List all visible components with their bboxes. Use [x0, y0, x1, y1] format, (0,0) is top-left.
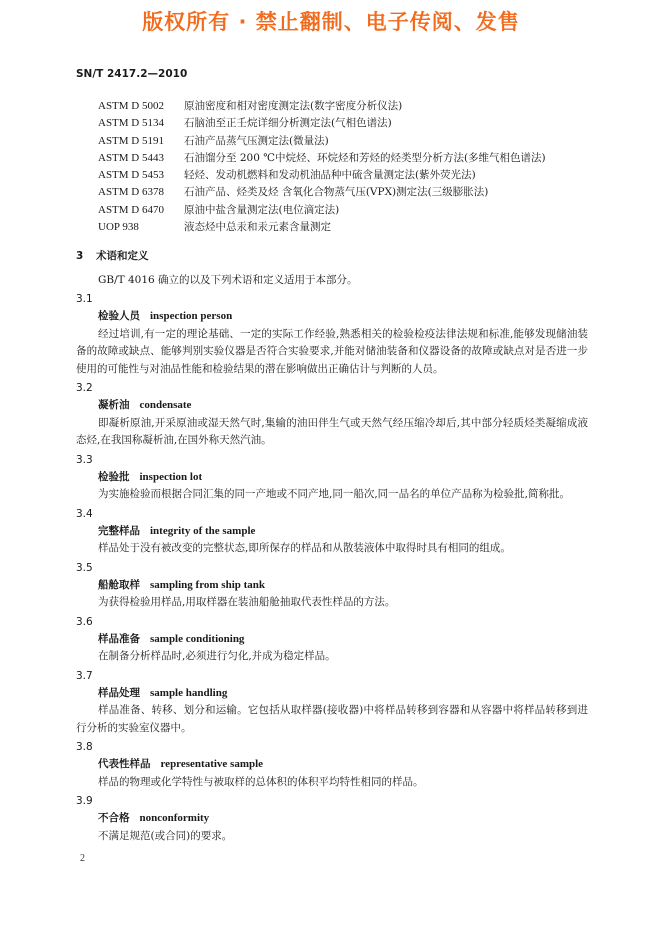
reference-code: ASTM D 5443: [98, 151, 165, 164]
term-definition: 样品的物理或化学特性与被取样的总体积的体积平均特性相同的样品。: [98, 775, 424, 788]
term-number: 3.9: [76, 795, 93, 807]
term-title: [76, 308, 588, 326]
term-entry: [76, 379, 588, 450]
term-entry: [76, 667, 588, 738]
term-title: [76, 577, 588, 595]
normative-references-list: [98, 98, 598, 236]
term-title: [76, 631, 588, 649]
term-definition: 不满足规范(或合同)的要求。: [98, 829, 233, 842]
section-title: 术语和定义: [96, 250, 149, 262]
term-title: [76, 469, 588, 487]
reference-title: 石脑油至正壬烷详细分析测定法(气相色谱法): [184, 117, 392, 130]
term-english: integrity of the sample: [150, 524, 256, 537]
page-number: 2: [80, 853, 85, 864]
reference-item: [98, 115, 598, 132]
term-entry: [76, 738, 588, 791]
reference-item: [98, 219, 598, 236]
term-entry: [76, 505, 588, 558]
term-entry: [76, 451, 588, 504]
section-intro: GB/T 4016 确立的以及下列术语和定义适用于本部分。: [98, 274, 358, 286]
section-number: 3: [76, 250, 84, 262]
reference-title: 石油馏分至 200 ℃中烷烃、环烷烃和芳烃的烃类型分析方法(多维气相色谱法): [184, 151, 546, 164]
term-number: 3.5: [76, 561, 93, 574]
term-english: sample handling: [150, 686, 228, 699]
term-title: [76, 523, 588, 541]
reference-title: 液态烃中总汞和汞元素含量测定: [184, 221, 331, 234]
term-english: inspection person: [150, 310, 233, 322]
term-number: 3.8: [76, 741, 93, 753]
copyright-watermark: 版权所有 · 禁止翻制、电子传阅、发售: [142, 10, 520, 34]
term-english: condensate: [139, 399, 192, 411]
term-definition: 经过培训,有一定的理论基础、一定的实际工作经验,熟悉相关的检验检疫法律法规和标准,能够发现储油装备的故障或缺点、能够判别实验仪器是否符合实验要求,并能对储油装备和仪器设备的故障或缺点对是否进一步使用的可能性与对油品性能和检验结果的潜在影响做出正确估计与判断的人员。: [76, 327, 588, 375]
term-definition: 样品处于没有被改变的完整状态,即所保存的样品和从散装液体中取得时具有相同的组成。: [98, 542, 511, 554]
term-entry: [76, 559, 588, 612]
term-number: 3.7: [76, 669, 93, 682]
term-chinese: 样品处理: [98, 686, 140, 699]
terms-list: [76, 290, 588, 846]
term-title: [76, 685, 588, 703]
term-chinese: 样品准备: [98, 632, 140, 645]
term-english: representative sample: [160, 758, 264, 770]
term-chinese: 船舱取样: [98, 578, 140, 591]
term-chinese: 完整样品: [98, 524, 140, 537]
document-number: SN/T 2417.2—2010: [76, 68, 188, 80]
term-entry: [76, 613, 588, 666]
reference-item: [98, 150, 598, 167]
term-number: 3.6: [76, 615, 93, 628]
term-title: [76, 397, 588, 415]
term-chinese: 不合格: [98, 812, 130, 824]
reference-code: ASTM D 5134: [98, 117, 165, 130]
term-definition: 即凝析原油,开采原油或湿天然气时,集输的油田伴生气或天然气经压缩冷却后,其中部分轻质烃类凝缩成液态烃,在我国称凝析油,在国外称天然汽油。: [76, 416, 588, 446]
reference-code: ASTM D 6378: [98, 186, 165, 199]
reference-title: 石油产品、烃类及烃 含氧化合物蒸气压(VPX)测定法(三级膨胀法): [184, 186, 489, 199]
term-chinese: 检验批: [98, 470, 130, 483]
reference-item: [98, 98, 598, 115]
reference-title: 石油产品蒸气压测定法(微量法): [184, 134, 329, 147]
term-definition: 样品准备、转移、划分和运输。它包括从取样器(接收器)中将样品转移到容器和从容器中将样品转移到进行分析的实验室仪器中。: [76, 704, 588, 734]
reference-item: [98, 202, 598, 219]
term-definition: 为获得检验用样品,用取样器在装油船舱抽取代表性样品的方法。: [98, 596, 396, 608]
term-number: 3.2: [76, 382, 93, 394]
term-number: 3.3: [76, 453, 93, 466]
term-chinese: 代表性样品: [98, 758, 151, 770]
term-entry: [76, 792, 588, 845]
reference-title: 原油密度和相对密度测定法(数字密度分析仪法): [184, 100, 403, 112]
reference-item: [98, 133, 598, 150]
term-english: sample conditioning: [150, 632, 245, 645]
reference-code: ASTM D 5453: [98, 169, 165, 182]
term-title: [76, 810, 588, 828]
reference-code: ASTM D 5002: [98, 100, 165, 112]
reference-item: [98, 184, 598, 201]
term-number: 3.1: [76, 293, 93, 305]
reference-title: 轻烃、发动机燃料和发动机油品种中硫含量测定法(紫外荧光法): [184, 169, 476, 182]
term-title: [76, 756, 588, 774]
reference-code: ASTM D 6470: [98, 203, 165, 216]
term-entry: [76, 290, 588, 378]
term-english: sampling from ship tank: [150, 578, 266, 591]
term-chinese: 检验人员: [98, 310, 140, 322]
section-heading: [76, 248, 149, 263]
reference-code: UOP 938: [98, 221, 139, 234]
term-definition: 为实施检验而根据合同汇集的同一产地或不同产地,同一船次,同一品名的单位产品称为检验批,简称批。: [98, 488, 571, 500]
reference-item: [98, 167, 598, 184]
term-english: nonconformity: [139, 812, 210, 824]
reference-code: ASTM D 5191: [98, 134, 165, 147]
term-number: 3.4: [76, 507, 93, 520]
term-english: inspection lot: [139, 470, 203, 483]
reference-title: 原油中盐含量测定法(电位滴定法): [184, 203, 340, 216]
term-chinese: 凝析油: [98, 399, 130, 411]
term-definition: 在制备分析样品时,必须进行匀化,并成为稳定样品。: [98, 650, 336, 662]
